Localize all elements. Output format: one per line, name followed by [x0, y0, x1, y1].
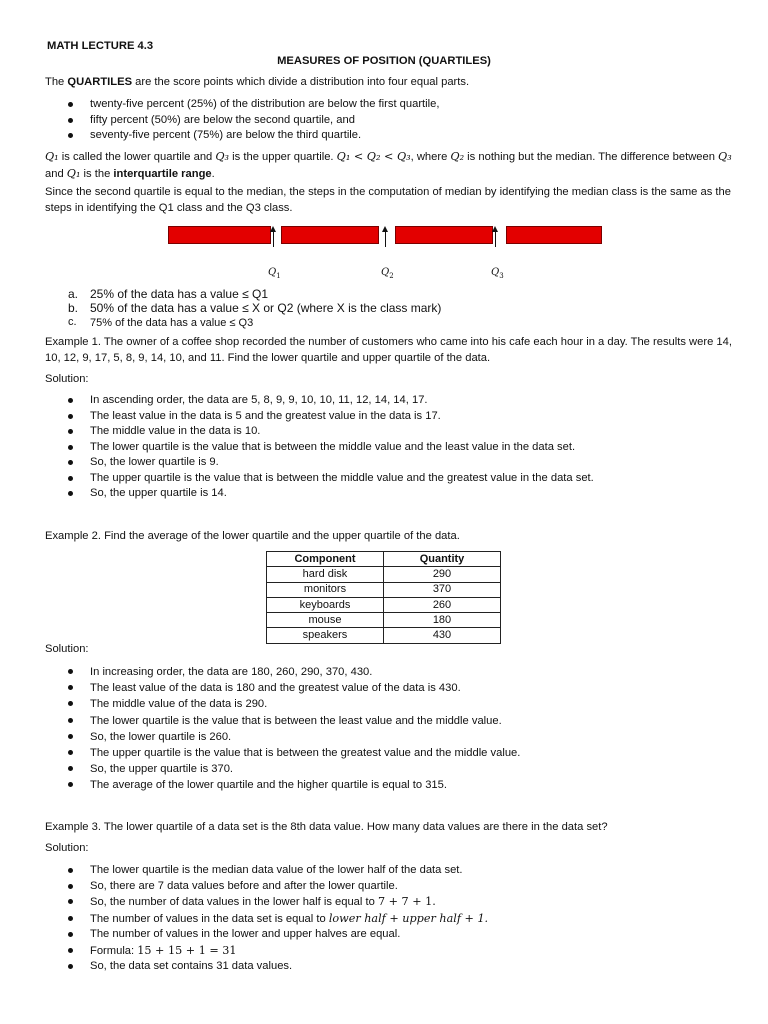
text-segment: , where [410, 151, 451, 163]
quartiles-definition [45, 75, 735, 91]
list-item: twenty-five percent (25%) of the distribution are below the first quartile, [67, 97, 727, 113]
list-item: seventy-five percent (75%) are below the third quartile. [67, 128, 727, 144]
list-item: So, the upper quartile is 14. [67, 486, 727, 502]
math-inequality: Q₁ < Q₂ < Q₃ [336, 150, 411, 163]
list-item: b. 50% of the data has a value ≤ X or Q2 (where X is the class mark) [68, 301, 442, 315]
median-paragraph: Since the second quartile is equal to the median, the steps in the computation of median by identifying the median class is the same as the steps in identifying the Q1 class and the Q3 class. [45, 186, 731, 214]
text-segment: . [211, 167, 215, 180]
list-item: So, the lower quartile is 260. [67, 729, 727, 745]
list-item: The average of the lower quartile and the higher quartile is equal to 315. [67, 777, 727, 793]
quarter-bar [395, 226, 493, 244]
quartile-notation-paragraph [45, 149, 735, 182]
list-item: In ascending order, the data are 5, 8, 9, 9, 10, 10, 11, 12, 14, 14, 17. [67, 393, 727, 409]
list-item: The middle value in the data is 10. [67, 424, 727, 440]
text-segment: is nothing but the median. The difference between [464, 151, 719, 163]
table-row [267, 597, 501, 612]
list-item: Formula: 15 + 15 + 1 = 31 [67, 943, 727, 960]
table-cell: monitors [267, 582, 384, 597]
list-item: The number of values in the lower and upper halves are equal. [67, 927, 727, 943]
list-item: So, the upper quartile is 370. [67, 761, 727, 777]
list-item: So, the lower quartile is 9. [67, 455, 727, 471]
example-1-prompt: Example 1. The owner of a coffee shop recorded the number of customers who came into his cafe each hour in a day. The results were 14, 10, 12, 9, 17, 5, 8, 9, 14, 10, and 11. Find the lower quartile and upper quartile of the data. [45, 336, 732, 364]
example-1-solution-list [67, 393, 727, 502]
table-cell: 430 [384, 628, 501, 643]
column-header: Component [267, 552, 384, 567]
quarter-bar [168, 226, 271, 244]
example-2-solution-list [67, 664, 727, 794]
column-header: Quantity [384, 552, 501, 567]
list-item: The upper quartile is the value that is between the middle value and the greatest value in the data set. [67, 471, 727, 487]
quartile-diagram [160, 222, 610, 282]
q2-label: $Q_2$ [381, 267, 394, 280]
page-title: MEASURES OF POSITION (QUARTILES) [277, 55, 491, 67]
table-row [267, 613, 501, 628]
list-item: a. 25% of the data has a value ≤ Q1 [68, 287, 269, 301]
example-3-solution-list [67, 863, 727, 975]
quarter-bar [506, 226, 602, 244]
table-row [267, 582, 501, 597]
list-item: So, there are 7 data values before and after the lower quartile. [67, 879, 727, 895]
text-segment: is the [80, 167, 114, 180]
lecture-number: MATH LECTURE 4.3 [47, 40, 154, 52]
intro-post: are the score points which divide a distribution into four equal parts. [132, 76, 470, 88]
text-segment: is called the lower quartile and [58, 151, 216, 163]
table-cell: 290 [384, 567, 501, 582]
table-cell: 370 [384, 582, 501, 597]
example-3-solution-label: Solution: [45, 842, 89, 854]
list-item: The middle value of the data is 290. [67, 696, 727, 712]
list-item: The lower quartile is the median data value of the lower half of the data set. [67, 863, 727, 879]
example-2-prompt: Example 2. Find the average of the lower quartile and the upper quartile of the data. [45, 530, 460, 542]
intro-bold-term: QUARTILES [67, 76, 133, 88]
table-cell: 180 [384, 613, 501, 628]
quarter-bar [281, 226, 379, 244]
q1-label: $Q_1$ [268, 267, 281, 280]
math-q3: Q₃ [215, 150, 230, 163]
arrow-shaft [495, 230, 496, 247]
table-cell: speakers [267, 628, 384, 643]
table-header-row [267, 552, 501, 567]
math-q1: Q₁ [45, 150, 59, 163]
q3-label: $Q_3$ [491, 267, 504, 280]
list-item: The least value of the data is 180 and the greatest value of the data is 430. [67, 680, 727, 696]
list-item: The lower quartile is the value that is between the least value and the middle value. [67, 713, 727, 729]
table-row [267, 567, 501, 582]
list-item: The least value in the data is 5 and the greatest value in the data is 17. [67, 409, 727, 425]
table-cell: mouse [267, 613, 384, 628]
math-q2: Q₂ [450, 150, 465, 163]
component-quantity-table [266, 551, 501, 644]
arrow-shaft [273, 230, 274, 247]
list-item: So, the number of data values in the lower half is equal to 7 + 7 + 1. [67, 894, 727, 911]
example-3-prompt: Example 3. The lower quartile of a data set is the 8th data value. How many data values are there in the data set? [45, 821, 608, 833]
quartile-value-list [68, 287, 441, 330]
interquartile-range-term: interquartile range [113, 167, 212, 180]
text-segment: is the upper quartile. [229, 151, 337, 163]
example-1-solution-label: Solution: [45, 373, 89, 385]
intro-bullet-list [67, 97, 727, 144]
list-item: fifty percent (50%) are below the second quartile, and [67, 113, 727, 129]
example-2-solution-label: Solution: [45, 643, 89, 655]
table-cell: keyboards [267, 597, 384, 612]
intro-pre: The [45, 76, 68, 88]
list-item: The lower quartile is the value that is between the middle value and the least value in the data set. [67, 440, 727, 456]
list-item: So, the data set contains 31 data values. [67, 959, 727, 975]
list-item: The upper quartile is the value that is between the greatest value and the middle value. [67, 745, 727, 761]
math-q3: Q₃ [718, 150, 732, 163]
math-q1: Q₁ [66, 166, 81, 180]
list-item: In increasing order, the data are 180, 260, 290, 370, 430. [67, 664, 727, 680]
list-item: c. 75% of the data has a value ≤ Q3 [68, 316, 254, 329]
list-item: The number of values in the data set is equal to lower half + upper half + 1. [67, 911, 727, 928]
arrow-shaft [385, 230, 386, 247]
table-row [267, 628, 501, 643]
table-cell: 260 [384, 597, 501, 612]
table-cell: hard disk [267, 567, 384, 582]
text-segment: and [45, 167, 67, 180]
